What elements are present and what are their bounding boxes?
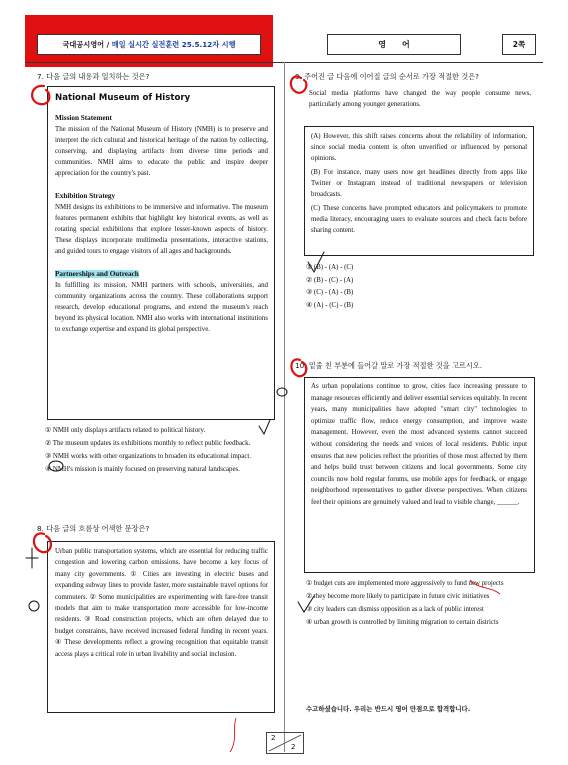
q8-circle-mark (29, 601, 39, 611)
exam-title: 매일 실시간 실전훈련 25.5.12자 시행 (111, 40, 236, 49)
column-divider (284, 62, 285, 752)
q10-option-2[interactable]: ② they become more likely to participate in future civic initiatives (306, 593, 490, 600)
q9-given-text: Social media platforms have changed the way people consume news, particularly among younger generations. (309, 90, 531, 108)
q9-paragraph-b: (B) For instance, many users now get headlines directly from apps like Twitter or Instagram instead of traditional newspapers or television broadcasts. (311, 169, 527, 198)
q7-option-4[interactable]: ④ NMH's mission is mainly focused on preserving natural landscapes. (45, 465, 240, 473)
q9-heading: 9. 주어진 글 다음에 이어질 글의 순서로 가장 적절한 것은? (295, 72, 479, 81)
q7-heading: 7. 다음 글의 내용과 일치하는 것은? (37, 72, 150, 81)
mission-heading: Mission Statement (55, 114, 112, 122)
page-number-box: 2 2 (266, 732, 304, 754)
q10-option-1[interactable]: ① budget cuts are implemented more aggressively to fund new projects (306, 580, 504, 587)
q10-heading: 10. 밑줄 친 부분에 들어갈 말로 가장 적절한 것을 고르시오. (295, 361, 483, 370)
partnerships-heading: Partnerships and Outreach (55, 270, 139, 278)
q10-passage-box (304, 377, 535, 573)
page-number-slash (267, 733, 303, 753)
q10-circle (277, 388, 287, 396)
q8-heading: 8. 다음 글의 흐름상 어색한 문장은? (37, 524, 150, 533)
q7-passage-box (47, 86, 275, 420)
q10-passage: As urban populations continue to grow, cities face increasing pressure to manage resources efficiently and deliver essential services equitably. In recent years, many municipalities have adopted "smart city" technologies to optimize traffic flow, reduce energy consumption, and improve waste management. However, even the most advanced systems cannot succeed without considering the needs and voices of local residents. Public input ensures that new policies reflect the priorities of those most affected by them and helps build trust between citizens and local governments. Some city councils now hold regular forums, use mobile apps for feedback, or engage neighborhood representatives to gather diverse perspectives. When citizens feel their opinions are genuinely valued and lead to visible change, ______. (311, 383, 527, 506)
q10-option-3[interactable]: ③ city leaders can dismiss opposition as a lack of public interest (306, 606, 484, 613)
museum-title: National Museum of History (55, 93, 191, 103)
q8-cross-mark (26, 548, 38, 568)
q9-option-4[interactable]: ④ (A) - (C) - (B) (306, 301, 354, 309)
q9-paragraph-c: (C) These concerns have prompted educators and policymakers to promote media literacy, encouraging users to evaluate sources and check facts before sharing content. (311, 205, 527, 234)
exhibition-heading: Exhibition Strategy (55, 192, 116, 200)
q7-options (45, 425, 277, 476)
exam-title-box (37, 34, 261, 55)
partnerships-text: In fulfilling its mission, NMH partners with schools, universities, and community organizations across the country. These collaborations support research, develop educational programs, and extend the museum's reach beyond its physical location. NMH also works with international institutions to exchange expertise and expand its global perspective. (55, 282, 268, 333)
q8-passage-box (47, 541, 275, 713)
closing-message: 수고하셨습니다. 우리는 반드시 영어 만점으로 합격합니다. (306, 705, 471, 713)
exam-prefix: 국대공시영어 / (62, 40, 112, 49)
q7-option-2[interactable]: ② The museum updates its exhibitions monthly to reflect public feedback. (45, 439, 251, 447)
q9-options (306, 262, 353, 312)
q10-option-4[interactable]: ④ urban growth is controlled by limiting migration to certain districts (306, 619, 499, 626)
q9-option-2[interactable]: ② (B) - (C) - (A) (306, 276, 354, 284)
q9-paragraph-a: (A) However, this shift raises concerns about the reliability of information, since social media content is often unverified or influenced by personal opinions. (311, 133, 527, 162)
q7-option-1[interactable]: ① NMH only displays artifacts related to political history. (45, 427, 206, 434)
mission-text: The mission of the National Museum of History (NMH) is to preserve and interpret the rich cultural and historical heritage of the nation by collecting, conserving, and displaying artifacts from diverse time periods and communities. NMH aims to educate the public and inspire deeper appreciation for the country's past. (55, 126, 268, 177)
q9-option-3[interactable]: ③ (C) - (A) - (B) (306, 289, 354, 297)
subject-box: 영 어 (327, 34, 461, 55)
q7-option-3[interactable]: ③ NMH works with other organizations to broaden its educational impact. (45, 452, 252, 460)
q9-option-1[interactable]: ① (B) - (A) - (C) (306, 264, 354, 271)
page-label-box: 2쪽 (502, 34, 536, 55)
q10-options (306, 578, 534, 628)
q9-paragraph-box (304, 126, 534, 256)
exhibition-text: NMH designs its exhibitions to be immersive and informative. The museum features permanent exhibits that highlight key historical events, as well as rotating special exhibitions that explore lesser-known aspects of history. These displays incorporate multimedia presentations, interactive stations, and guided tours to engage visitors of all ages and backgrounds. (55, 204, 268, 255)
q8-passage: Urban public transportation systems, which are essential for reducing traffic congestion and lowering carbon emissions, have become a key focus of many city governments. ① Cities are investing in electric buses and expanding subway lines to provide faster, more sustainable travel options for commuters. ② Some municipalities are experimenting with fare-free transit models that aim to make transportation more accessible for low-income residents. ③ Road construction projects, which are often delayed due to budget constraints, have received increased federal funding in recent years. ④ These developments reflect a growing recognition that equitable transit access plays a critical role in urban livability and social inclusion. (55, 548, 268, 658)
q8-red-arrow (230, 718, 236, 752)
